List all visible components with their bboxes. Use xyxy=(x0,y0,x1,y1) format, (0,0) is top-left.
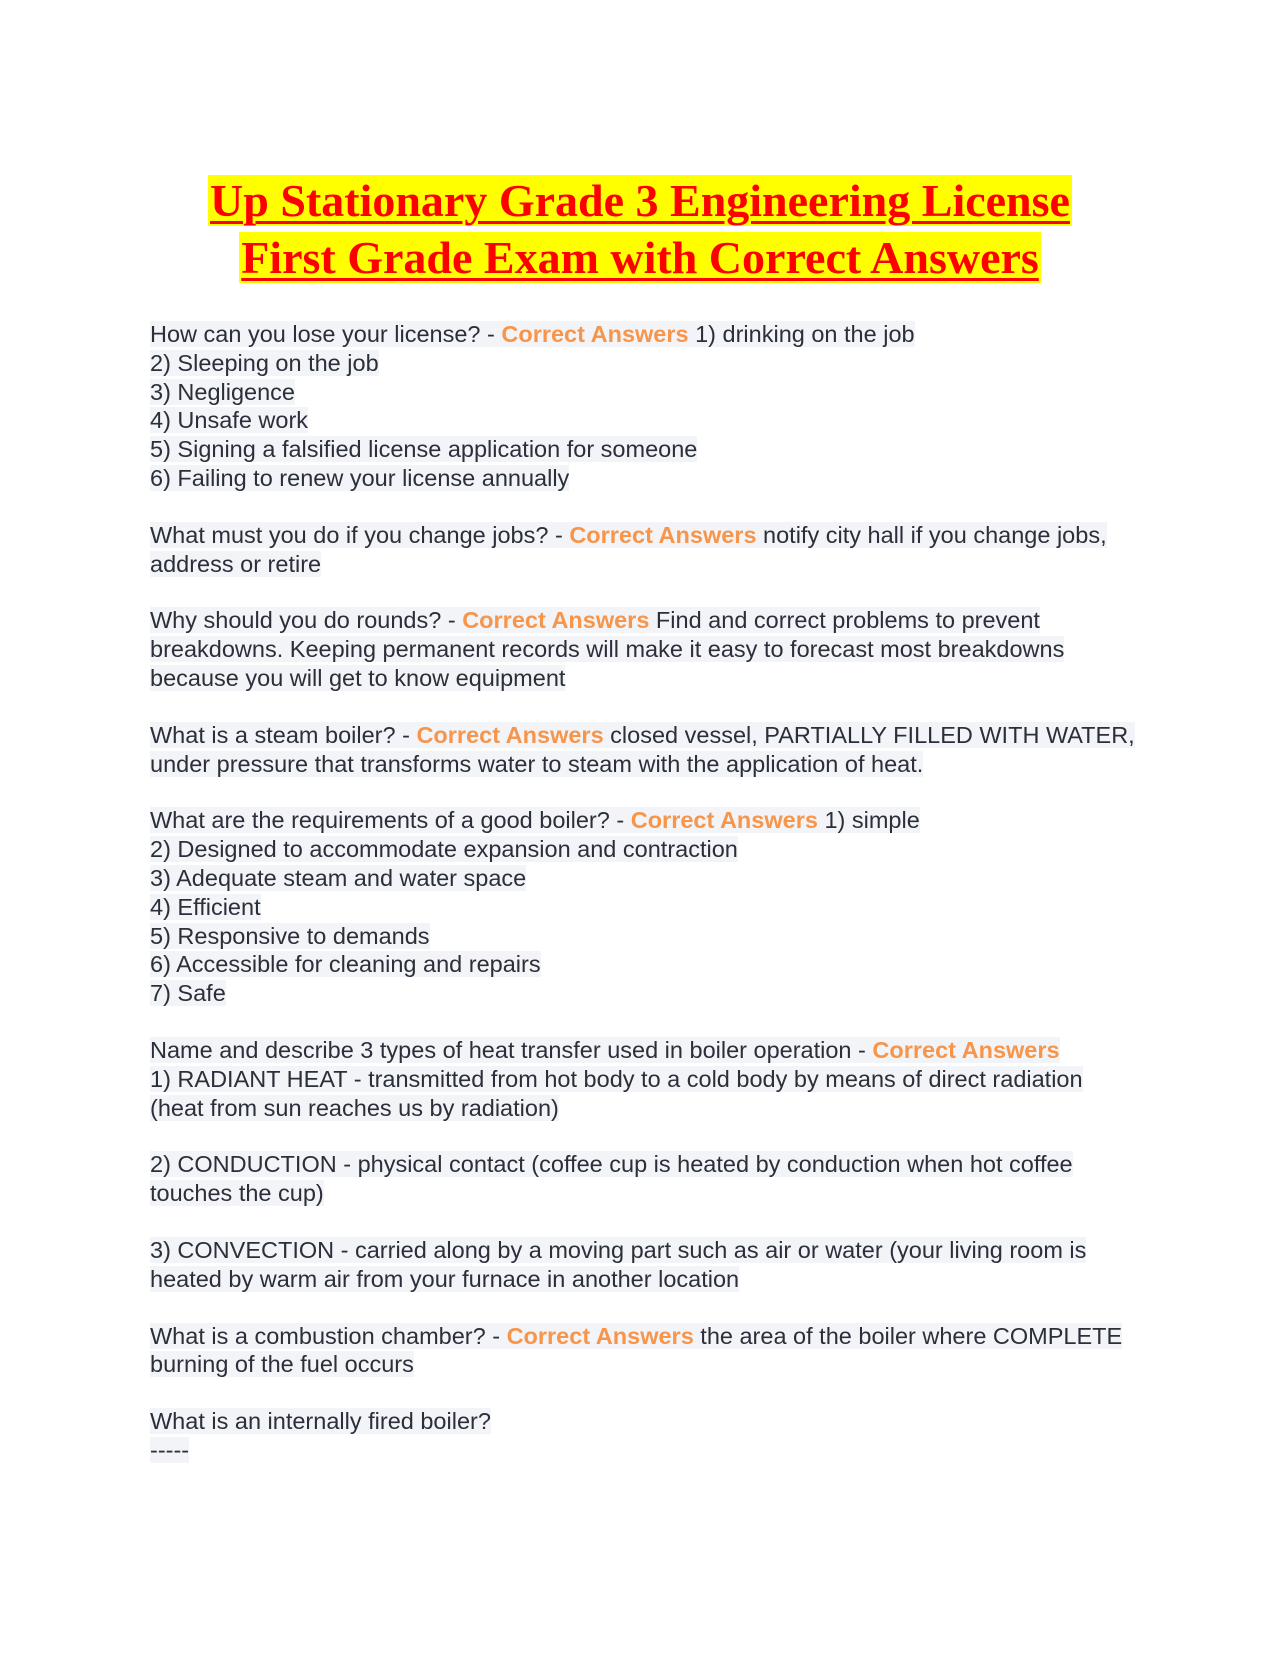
answer-text: 3) CONVECTION - carried along by a moving part such as air or water (your living room is heated by warm air from your furnace in another location xyxy=(150,1236,1087,1292)
answer-line: 6) Failing to renew your license annually xyxy=(150,464,570,491)
title-line-1: Up Stationary Grade 3 Engineering License xyxy=(210,175,1070,226)
answer-text: Find and correct problems to prevent breakdowns. Keeping permanent records will make it easy to forecast most breakdowns because you will get to know equipment xyxy=(150,607,1065,691)
qa-item xyxy=(150,1407,1140,1465)
qa-item xyxy=(150,1150,1140,1208)
qa-list xyxy=(150,320,1140,1493)
answer-line: 2) Sleeping on the job xyxy=(150,349,379,376)
question-text: What is an internally fired boiler? xyxy=(150,1408,491,1435)
answer-text: 1) RADIANT HEAT - transmitted from hot body to a cold body by means of direct radiation (heat from sun reaches us by radiation) xyxy=(150,1065,1083,1121)
qa-item xyxy=(150,1236,1140,1294)
answer-line: 5) Responsive to demands xyxy=(150,922,430,949)
answer-line: 7) Safe xyxy=(150,980,226,1007)
answer-line: 5) Signing a falsified license application for someone xyxy=(150,436,698,463)
correct-answers-label: Correct Answers xyxy=(872,1036,1060,1063)
answer-line: 2) Designed to accommodate expansion and contraction xyxy=(150,836,738,863)
question-text: What is a steam boiler? - xyxy=(150,721,417,748)
answer-text: notify city hall if you change jobs, address or retire xyxy=(150,521,1107,577)
answer-text: closed vessel, PARTIALLY FILLED WITH WATER, under pressure that transforms water to steam with the application of heat. xyxy=(150,721,1135,777)
separator-dashes: ----- xyxy=(150,1436,190,1463)
correct-answers-label: Correct Answers xyxy=(630,807,818,834)
qa-item xyxy=(150,721,1140,779)
qa-item xyxy=(150,806,1140,1008)
title-line-2: First Grade Exam with Correct Answers xyxy=(241,232,1039,283)
answer-line: 3) Negligence xyxy=(150,378,296,405)
correct-answers-label: Correct Answers xyxy=(462,607,650,634)
answer-line: 6) Accessible for cleaning and repairs xyxy=(150,951,541,978)
correct-answers-label: Correct Answers xyxy=(506,1322,694,1349)
answer-line: 1) drinking on the job xyxy=(688,321,915,347)
question-text: What are the requirements of a good boiler? - xyxy=(150,807,631,834)
correct-answers-label: Correct Answers xyxy=(569,521,757,548)
question-text: What must you do if you change jobs? - xyxy=(150,521,570,548)
answer-text: 2) CONDUCTION - physical contact (coffee cup is heated by conduction when hot coffee touches the cup) xyxy=(150,1151,1073,1207)
answer-line: 4) Efficient xyxy=(150,893,261,920)
answer-line: 4) Unsafe work xyxy=(150,407,309,434)
answer-text: the area of the boiler where COMPLETE burning of the fuel occurs xyxy=(150,1322,1123,1378)
qa-item xyxy=(150,521,1140,579)
answer-line: 1) simple xyxy=(817,807,920,834)
document-title xyxy=(100,172,1180,286)
qa-item xyxy=(150,1036,1140,1122)
correct-answers-label: Correct Answers xyxy=(501,321,689,347)
question-text: How can you lose your license? - xyxy=(150,321,502,347)
answer-line: 3) Adequate steam and water space xyxy=(150,864,527,891)
question-text: What is a combustion chamber? - xyxy=(150,1322,507,1349)
qa-item xyxy=(150,606,1140,692)
qa-item xyxy=(150,1322,1140,1380)
question-text: Why should you do rounds? - xyxy=(150,607,463,634)
qa-item xyxy=(150,320,1140,493)
question-text: Name and describe 3 types of heat transfer used in boiler operation - xyxy=(150,1036,873,1063)
correct-answers-label: Correct Answers xyxy=(416,721,604,748)
